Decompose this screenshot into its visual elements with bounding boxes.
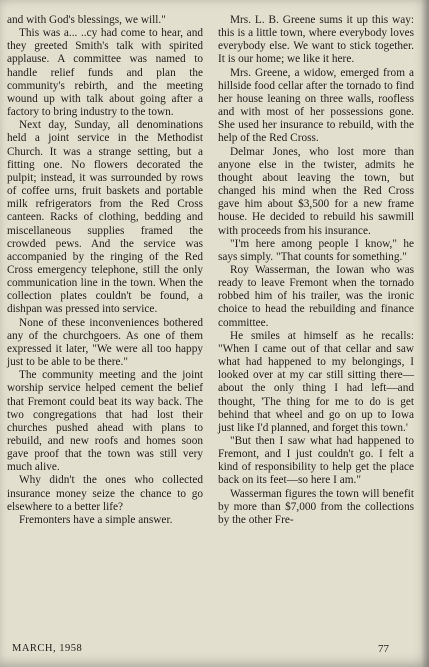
left-column [7, 14, 203, 527]
paragraph: He smiles at himself as he recalls: "When I came out of that cellar and saw what had happened to my belongings, I looked over at my car still sitting there—about the only thing I had left—and thought, 'The thing for me to do is get behind that wheel and go on up to Iowa just like I'd planned, and forget this town.' [218, 329, 414, 434]
paragraph: This was a... ..cy had come to hear, and they greeted Smith's talk with spirited applause. A committee was named to handle relief funds and plan the community's rebirth, and the meeting wound up with talk about going after a factory to bring industry to the town. [7, 27, 203, 119]
paragraph: "I'm here among people I know," he says simply. "That counts for something." [218, 237, 414, 263]
paragraph: Delmar Jones, who lost more than anyone else in the twister, admits he thought about leaving the town, but changed his mind when the Red Cross gave him about $3,500 for a new frame house. He decided to rebuild his sawmill with proceeds from his insurance. [218, 145, 414, 237]
page-footer [0, 643, 429, 659]
right-column [218, 14, 414, 527]
paragraph: Next day, Sunday, all denominations held a joint service in the Methodist Church. It was a strange setting, but a fitting one. No flowers decorated the pulpit; instead, it was surrounded by rows of coffee urns, fruit baskets and portable milk refrigerators from the Red Cross canteen. Racks of clothing, bedding and miscellaneous supplies framed the crowded pews. And the service was accompanied by the ringing of the Red Cross emergency telephone, still the only communication line in the town. When the collection plates couldn't be found, a dishpan was pressed into service. [7, 119, 203, 316]
paragraph: Why didn't the ones who collected insurance money seize the chance to go elsewhere to a better life? [7, 474, 203, 513]
issue-date: MARCH, 1958 [12, 643, 83, 654]
paragraph: The community meeting and the joint worship service helped cement the belief that Fremont could beat its way back. The two congregations that had lost their churches pushed ahead with plans to rebuild, and new roofs and homes soon gave proof that the town was still very much alive. [7, 369, 203, 474]
paragraph: "But then I saw what had happened to Fremont, and I just couldn't go. I felt a kind of responsibility to help get the place back on its feet—so here I am." [218, 435, 414, 487]
paragraph: None of these inconveniences bothered any of the churchgoers. As one of them expressed it later, "We were all too happy just to be able to be there." [7, 316, 203, 369]
paragraph: Mrs. L. B. Greene sums it up this way: this is a little town, where everybody loves everybody else. We want to stick together. It is our home; we like it here. [218, 14, 414, 66]
paragraph: Fremonters have a simple answer. [19, 513, 173, 526]
paragraph: Mrs. Greene, a widow, emerged from a hillside food cellar after the tornado to find her house leaning on three walls, roofless and with most of her possessions gone. She used her insurance to rebuild, with the help of the Red Cross. [218, 66, 414, 145]
page-number: 77 [378, 643, 389, 655]
paragraph: Wasserman figures the town will benefit by more than $7,000 from the collections by the other Fre- [218, 487, 414, 526]
paragraph: and with God's blessings, we will." [7, 14, 166, 26]
page-edge-shadow [421, 0, 429, 667]
paragraph: Roy Wasserman, the Iowan who was ready to leave Fremont when the tornado robbed him of his trailer, was the ironic choice to head the rebuilding and finance committee. [218, 263, 414, 329]
